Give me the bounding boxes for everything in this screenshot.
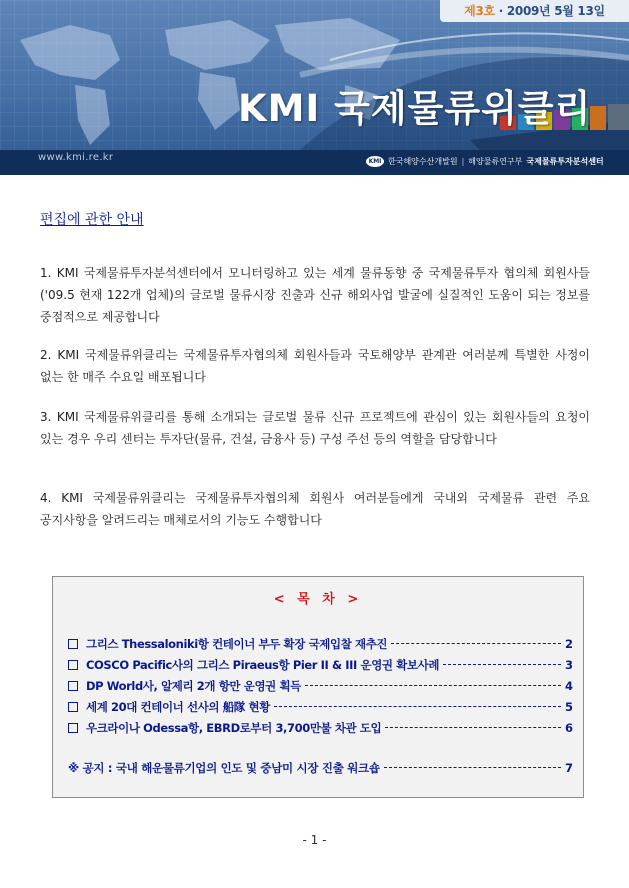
toc-item-page: 2 [564, 636, 573, 651]
toc-notice-item[interactable] [68, 757, 573, 778]
toc-leader-dots [443, 664, 561, 665]
toc-item-page: 6 [564, 720, 573, 735]
department-name: 해양물류연구부 [468, 156, 523, 166]
separator: | [461, 156, 465, 166]
organization-name: 한국해양수산개발원 [388, 156, 458, 166]
toc-leader-dots [305, 685, 561, 686]
checkbox-square-icon [68, 681, 78, 691]
edit-notice-heading: 편집에 관한 안내 [40, 212, 144, 228]
table-of-contents [52, 576, 584, 798]
toc-item-title: 우크라이나 Odessa항, EBRD로부터 3,700만불 차관 도입 [86, 720, 382, 735]
organization-info [366, 151, 604, 171]
checkbox-square-icon [68, 723, 78, 733]
issue-number: 제3호 [464, 4, 495, 18]
checkbox-square-icon [68, 639, 78, 649]
issue-info [440, 0, 629, 22]
kmi-logo-icon: KMI [366, 156, 384, 167]
toc-item[interactable] [68, 633, 573, 654]
toc-leader-dots [391, 643, 561, 644]
notice-paragraph-1: 1. KMI 국제물류투자분석센터에서 모니터링하고 있는 세계 물류동향 중 국제물류투자 협의체 회원사들('09.5 현재 122개 업체)의 글로벌 물류시장 진출과 신규 해외사업 발굴에 실질적인 도움이 되는 정보를 중점적으로 제공합니다 [40, 266, 590, 324]
header-banner [0, 0, 629, 175]
toc-leader-dots [384, 767, 561, 768]
toc-list [68, 633, 573, 738]
toc-item[interactable] [68, 717, 573, 738]
toc-notice-title: ※ 공지 : 국내 해운물류기업의 인도 및 중남미 시장 진출 워크숍 [68, 760, 380, 775]
toc-item-title: DP World사, 알제리 2개 항만 운영권 획득 [86, 678, 301, 693]
notice-paragraph-3: 3. KMI 국제물류위클리를 통해 소개되는 글로벌 물류 신규 프로젝트에 관심이 있는 회원사들의 요청이 있는 경우 우리 센터는 투자단(물류, 건설, 금융사 등) 구성 주선 등의 역할을 담당합니다 [40, 410, 590, 446]
toc-title: < 목 차 > [273, 592, 363, 607]
notice-paragraph-2: 2. KMI 국제물류위클리는 국제물류투자협의체 회원사들과 국토해양부 관계관 여러분께 특별한 사정이 없는 한 매주 수요일 배포됩니다 [40, 348, 590, 384]
issue-date: · 2009년 5월 13일 [498, 4, 605, 18]
toc-item-title: COSCO Pacific사의 그리스 Piraeus항 Pier II & III 운영권 확보사례 [86, 657, 440, 672]
toc-notice-page: 7 [564, 760, 573, 775]
website-url[interactable]: www.kmi.re.kr [38, 152, 114, 163]
toc-leader-dots [385, 727, 561, 728]
toc-item-title: 세계 20대 컨테이너 선사의 船隊 현황 [86, 699, 270, 714]
checkbox-square-icon [68, 702, 78, 712]
page-number: - 1 - [302, 833, 327, 847]
toc-item-title: 그리스 Thessaloniki항 컨테이너 부두 확장 국제입찰 재추진 [86, 636, 388, 651]
publication-title: KMI 국제물류위클리 [238, 87, 592, 130]
center-name: 국제물류투자분석센터 [526, 156, 604, 166]
toc-item-page: 5 [564, 699, 573, 714]
checkbox-square-icon [68, 660, 78, 670]
toc-item[interactable] [68, 696, 573, 717]
toc-item[interactable] [68, 654, 573, 675]
toc-leader-dots [274, 706, 561, 707]
toc-item-page: 3 [564, 657, 573, 672]
toc-item[interactable] [68, 675, 573, 696]
toc-item-page: 4 [564, 678, 573, 693]
notice-paragraph-4: 4. KMI 국제물류위클리는 국제물류투자협의체 회원사 여러분들에게 국내외 국제물류 관련 주요 공지사항을 알려드리는 매체로서의 기능도 수행합니다 [40, 491, 590, 527]
